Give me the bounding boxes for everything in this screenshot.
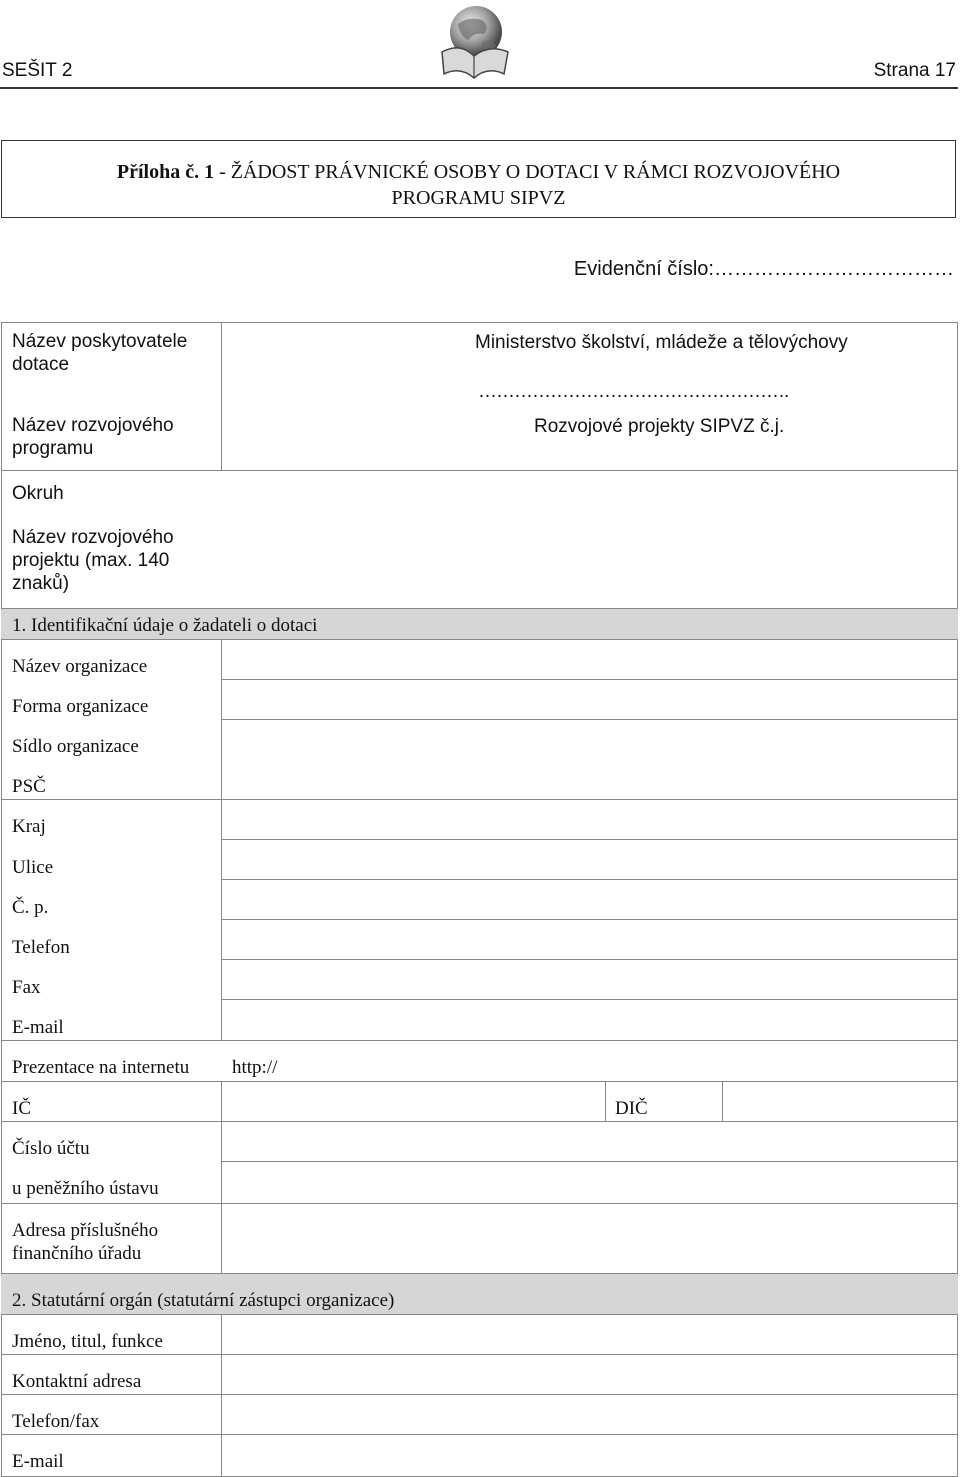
program-dots: ……………………………………………. bbox=[478, 381, 789, 402]
label-postal-code: PSČ bbox=[12, 776, 46, 797]
label-phone: Telefon bbox=[12, 937, 70, 958]
evidence-number bbox=[574, 258, 954, 281]
header-left: SEŠIT 2 bbox=[2, 60, 73, 81]
form-title bbox=[1, 140, 956, 218]
title-prefix: Příloha č. 1 bbox=[116, 161, 215, 183]
label-phone-fax: Telefon/fax bbox=[12, 1411, 100, 1432]
label-contact-address: Kontaktní adresa bbox=[12, 1371, 142, 1392]
program-value: Rozvojové projekty SIPVZ č.j. bbox=[534, 416, 785, 437]
label-email: E-mail bbox=[12, 1017, 64, 1038]
label-account-number: Číslo účtu bbox=[12, 1138, 90, 1159]
label-provider: Název poskytovatele dotace bbox=[12, 331, 188, 375]
section1-title: 1. Identifikační údaje o žadateli o dotaci bbox=[12, 615, 318, 636]
label-tax-office: Adresa příslušného finančního úřadu bbox=[12, 1220, 159, 1264]
evidence-dots: ……………………………… bbox=[714, 258, 954, 280]
title-line1: - ŽÁDOST PRÁVNICKÉ OSOBY O DOTACI V RÁMCI ROZVOJOVÉHO bbox=[219, 161, 841, 183]
globe-book-logo bbox=[438, 2, 510, 82]
label-region: Kraj bbox=[12, 816, 46, 837]
web-prefix: http:// bbox=[232, 1057, 278, 1078]
label-org-form: Forma organizace bbox=[12, 696, 149, 717]
label-fax: Fax bbox=[12, 977, 41, 998]
title-line2: PROGRAMU SIPVZ bbox=[391, 187, 566, 209]
evidence-label: Evidenční číslo: bbox=[573, 258, 714, 280]
label-program: Název rozvojového programu bbox=[12, 415, 174, 459]
label-statutory-email: E-mail bbox=[12, 1451, 64, 1472]
label-org-seat: Sídlo organizace bbox=[12, 736, 139, 757]
section2-title: 2. Statutární orgán (statutární zástupci organizace) bbox=[12, 1290, 395, 1311]
label-project-name: Název rozvojového projektu (max. 140 znaků) bbox=[12, 527, 174, 594]
label-dic: DIČ bbox=[615, 1098, 648, 1119]
label-web: Prezentace na internetu bbox=[12, 1057, 190, 1078]
label-street: Ulice bbox=[12, 857, 54, 878]
label-area: Okruh bbox=[12, 483, 64, 504]
header-page-number: Strana 17 bbox=[873, 60, 956, 81]
header-rule bbox=[0, 87, 958, 89]
provider-value: Ministerstvo školství, mládeže a tělovýchovy bbox=[475, 332, 848, 353]
label-name-title-function: Jméno, titul, funkce bbox=[12, 1331, 163, 1352]
label-house-number: Č. p. bbox=[12, 897, 49, 918]
label-bank: u peněžního ústavu bbox=[12, 1178, 159, 1199]
label-org-name: Název organizace bbox=[12, 656, 148, 677]
label-ico: IČ bbox=[12, 1098, 31, 1119]
